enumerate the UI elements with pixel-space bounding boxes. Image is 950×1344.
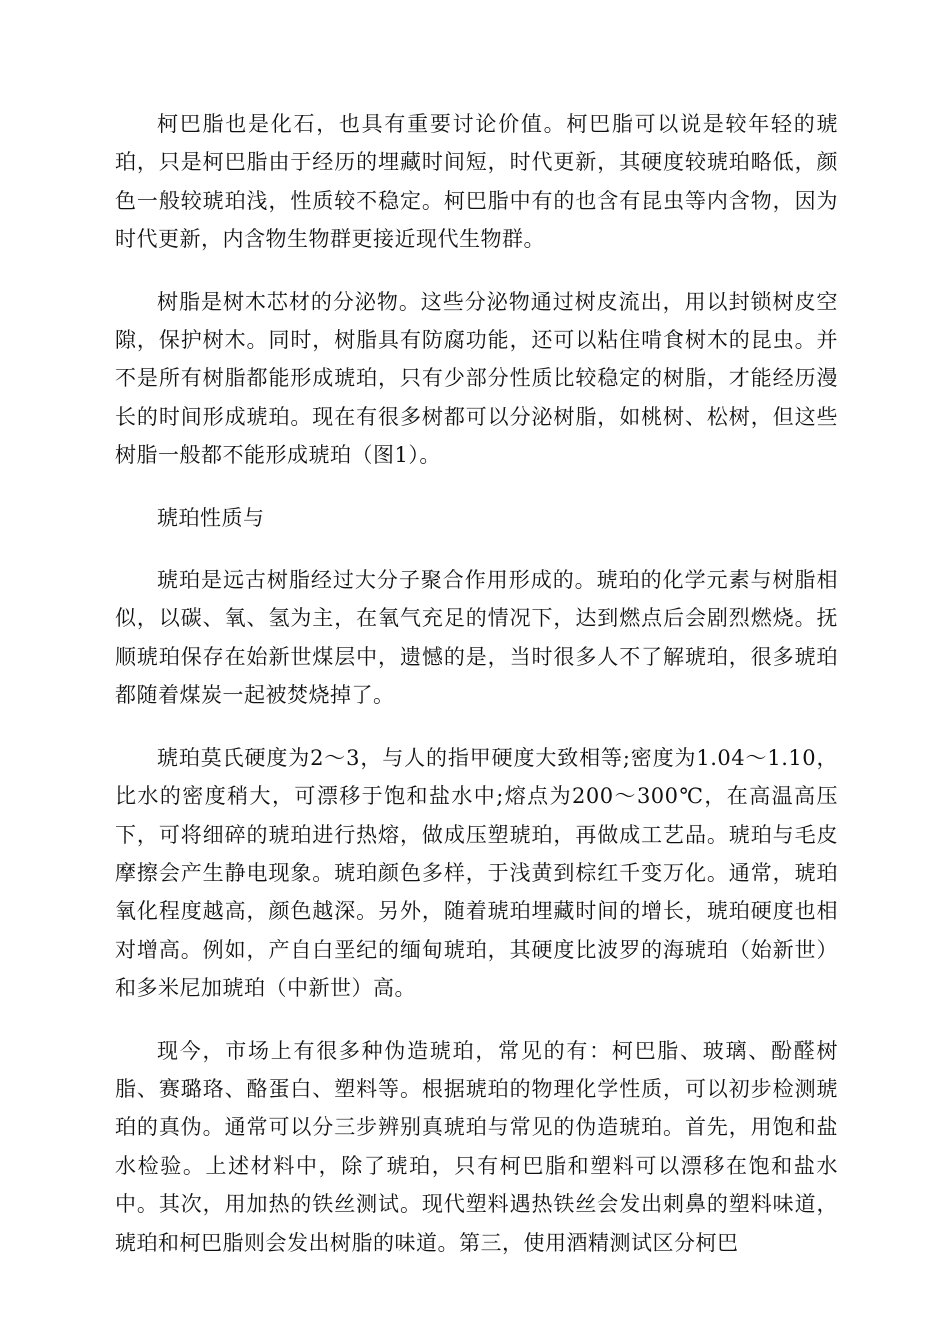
section-heading: 琥珀性质与 [157,505,265,530]
paragraph-resin: 树脂是树木芯材的分泌物。这些分泌物通过树皮流出，用以封锁树皮空隙，保护树木。同时，树脂具有防腐功能，还可以粘住啃食树木的昆虫。并不是所有树脂都能形成琥珀，只有少部分性质比较稳定的树脂，才能经历漫长的时间形成琥珀。现在有很多树都可以分泌树脂，如桃树、松树，但这些树脂一般都不能形成琥珀（图1）。 [115,289,838,468]
paragraph-fake-amber: 现今，市场上有很多种伪造琥珀，常见的有：柯巴脂、玻璃、酚醛树脂、赛璐珞、酪蛋白、塑料等。根据琥珀的物理化学性质，可以初步检测琥珀的真伪。通常可以分三步辨别真琥珀与常见的伪造琥珀。首先，用饱和盐水检验。上述材料中，除了琥珀，只有柯巴脂和塑料可以漂移在饱和盐水中。其次，用加热的铁丝测试。现代塑料遇热铁丝会发出刺鼻的塑料味道，琥珀和柯巴脂则会发出树脂的味道。第三，使用酒精测试区分柯巴 [115,1038,838,1255]
paragraph-amber-formation: 琥珀是远古树脂经过大分子聚合作用形成的。琥珀的化学元素与树脂相似，以碳、氧、氢为主，在氧气充足的情况下，达到燃点后会剧烈燃烧。抚顺琥珀保存在始新世煤层中，遗憾的是，当时很多人不了解琥珀，很多琥珀都随着煤炭一起被焚烧掉了。 [115,568,838,708]
paragraph-amber-properties: 琥珀莫氏硬度为2～3，与人的指甲硬度大致相等;密度为1.04～1.10，比水的密度稍大，可漂移于饱和盐水中;熔点为200～300℃，在高温高压下，可将细碎的琥珀进行热熔，做成压塑琥珀，再做成工艺品。琥珀与毛皮摩擦会产生静电现象。琥珀颜色多样，于浅黄到棕红千变万化。通常，琥珀氧化程度越高，颜色越深。另外，随着琥珀埋藏时间的增长，琥珀硬度也相对增高。例如，产自白垩纪的缅甸琥珀，其硬度比波罗的海琥珀（始新世）和多米尼加琥珀（中新世）高。 [115,745,838,1001]
paragraph-copal: 柯巴脂也是化石，也具有重要讨论价值。柯巴脂可以说是较年轻的琥珀，只是柯巴脂由于经历的埋藏时间短，时代更新，其硬度较琥珀略低，颜色一般较琥珀浅，性质较不稳定。柯巴脂中有的也含有昆虫等内含物，因为时代更新，内含物生物群更接近现代生物群。 [115,112,838,252]
